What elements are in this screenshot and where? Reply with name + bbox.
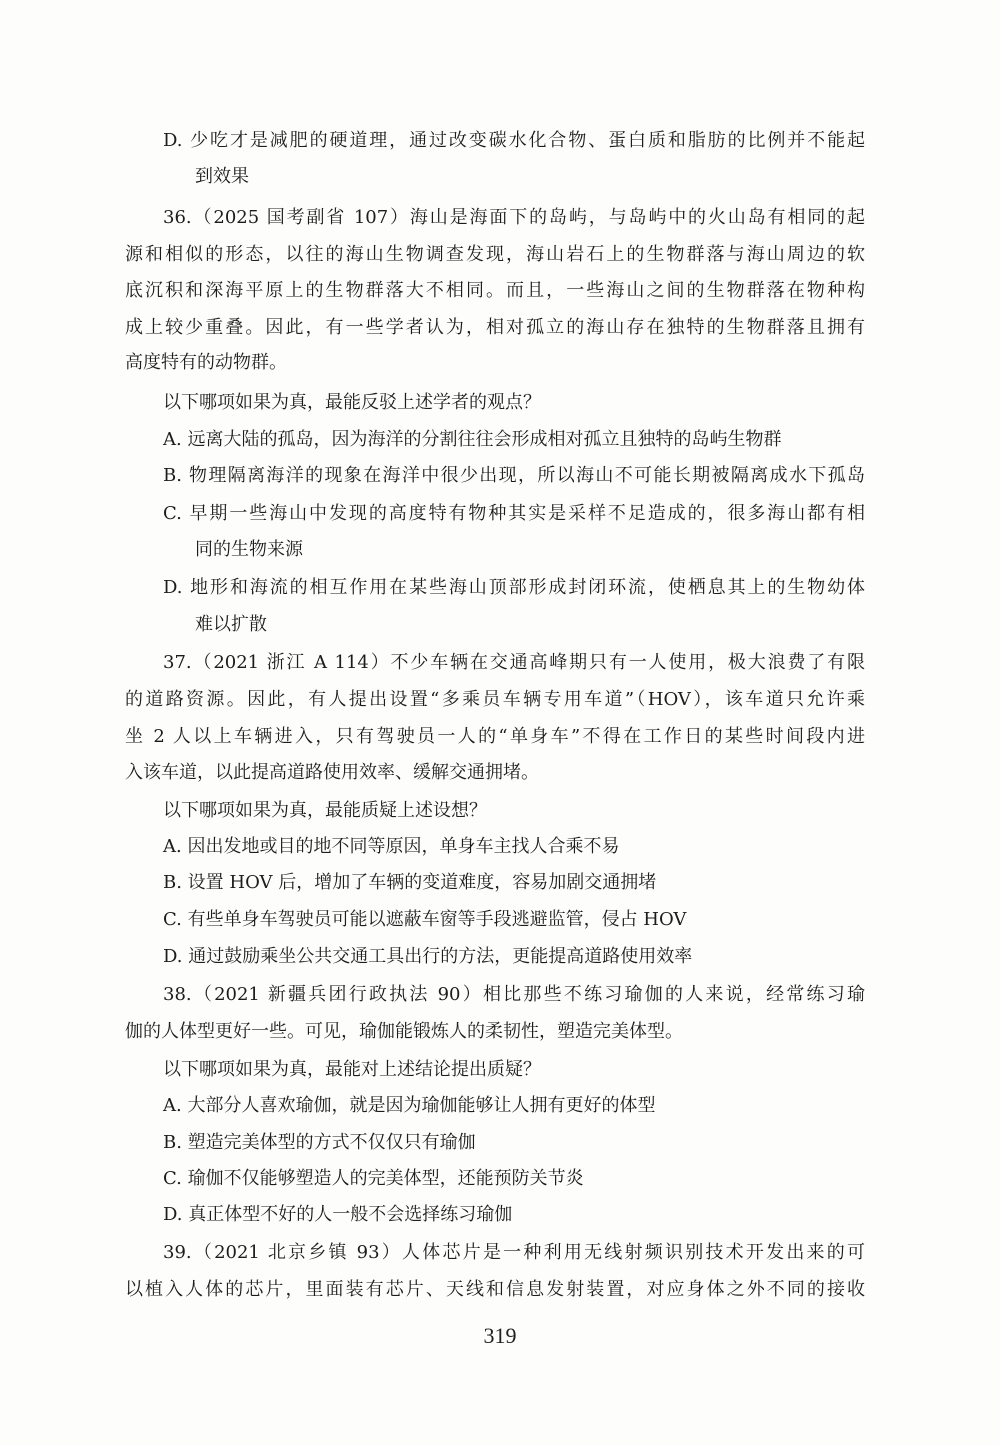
text-line-q36-stem-4: 成上较少重叠。因此，有一些学者认为，相对孤立的海山存在独特的生物群落且拥有: [125, 317, 865, 338]
text-line-q38-ask: 以下哪项如果为真，最能对上述结论提出质疑？: [163, 1059, 541, 1080]
text-line-q36-optC-2: 同的生物来源: [195, 539, 303, 560]
text-line-q37-optB: B. 设置 HOV 后，增加了车辆的变道难度，容易加剧交通拥堵: [163, 872, 657, 893]
text-line-q38-stem-1: 38.（2021 新疆兵团行政执法 90）相比那些不练习瑜伽的人来说，经常练习瑜: [163, 984, 865, 1005]
text-line-q38-optD: D. 真正体型不好的人一般不会选择练习瑜伽: [163, 1204, 513, 1225]
text-line-q37-optA: A. 因出发地或目的地不同等原因，单身车主找人合乘不易: [163, 836, 620, 857]
text-line-q36-optB: B. 物理隔离海洋的现象在海洋中很少出现，所以海山不可能长期被隔离成水下孤岛: [163, 465, 865, 486]
text-line-q37-stem-3: 坐 2 人以上车辆进入，只有驾驶员一人的“单身车”不得在工作日的某些时间段内进: [125, 726, 865, 747]
text-line-q38-optC: C. 瑜伽不仅能够塑造人的完美体型，还能预防关节炎: [163, 1168, 584, 1189]
text-line-q39-stem-1: 39.（2021 北京乡镇 93）人体芯片是一种利用无线射频识别技术开发出来的可: [163, 1242, 865, 1263]
text-line-q37-stem-2: 的道路资源。因此，有人提出设置“多乘员车辆专用车道”（HOV），该车道只允许乘: [125, 689, 865, 710]
text-line-q38-optB: B. 塑造完美体型的方式不仅仅只有瑜伽: [163, 1132, 476, 1153]
text-line-q38-stem-2: 伽的人体型更好一些。可见，瑜伽能锻炼人的柔韧性，塑造完美体型。: [125, 1021, 683, 1042]
text-line-q36-stem-2: 源和相似的形态，以往的海山生物调查发现，海山岩石上的生物群落与海山周边的软: [125, 244, 865, 265]
text-line-q35-optD-2: 到效果: [195, 166, 249, 187]
text-line-q37-stem-1: 37.（2021 浙江 A 114）不少车辆在交通高峰期只有一人使用，极大浪费了有限: [163, 652, 865, 673]
text-line-q36-stem-3: 底沉积和深海平原上的生物群落大不相同。而且，一些海山之间的生物群落在物种构: [125, 280, 865, 301]
text-line-q36-stem-1: 36.（2025 国考副省 107）海山是海面下的岛屿，与岛屿中的火山岛有相同的起: [163, 207, 865, 228]
page-number: 319: [483, 1323, 517, 1348]
text-line-q36-optC-1: C. 早期一些海山中发现的高度特有物种其实是采样不足造成的，很多海山都有相: [163, 503, 865, 524]
text-line-q36-optD-2: 难以扩散: [195, 614, 267, 635]
text-line-q36-optA: A. 远离大陆的孤岛，因为海洋的分割往往会形成相对孤立且独特的岛屿生物群: [163, 429, 782, 450]
text-line-q39-stem-2: 以植入人体的芯片，里面装有芯片、天线和信息发射装置，对应身体之外不同的接收: [125, 1279, 865, 1300]
text-line-q38-optA: A. 大部分人喜欢瑜伽，就是因为瑜伽能够让人拥有更好的体型: [163, 1095, 656, 1116]
text-line-q37-ask: 以下哪项如果为真，最能质疑上述设想？: [163, 800, 487, 821]
text-line-q36-optD-1: D. 地形和海流的相互作用在某些海山顶部形成封闭环流，使栖息其上的生物幼体: [163, 577, 865, 598]
text-line-q36-ask: 以下哪项如果为真，最能反驳上述学者的观点？: [163, 392, 541, 413]
text-line-q36-stem-5: 高度特有的动物群。: [125, 352, 287, 373]
text-line-q35-optD-1: D. 少吃才是减肥的硬道理，通过改变碳水化合物、蛋白质和脂肪的比例并不能起: [163, 130, 865, 151]
text-line-q37-stem-4: 入该车道，以此提高道路使用效率、缓解交通拥堵。: [125, 762, 539, 783]
text-line-q37-optD: D. 通过鼓励乘坐公共交通工具出行的方法，更能提高道路使用效率: [163, 946, 693, 967]
text-line-q37-optC: C. 有些单身车驾驶员可能以遮蔽车窗等手段逃避监管，侵占 HOV: [163, 909, 687, 930]
